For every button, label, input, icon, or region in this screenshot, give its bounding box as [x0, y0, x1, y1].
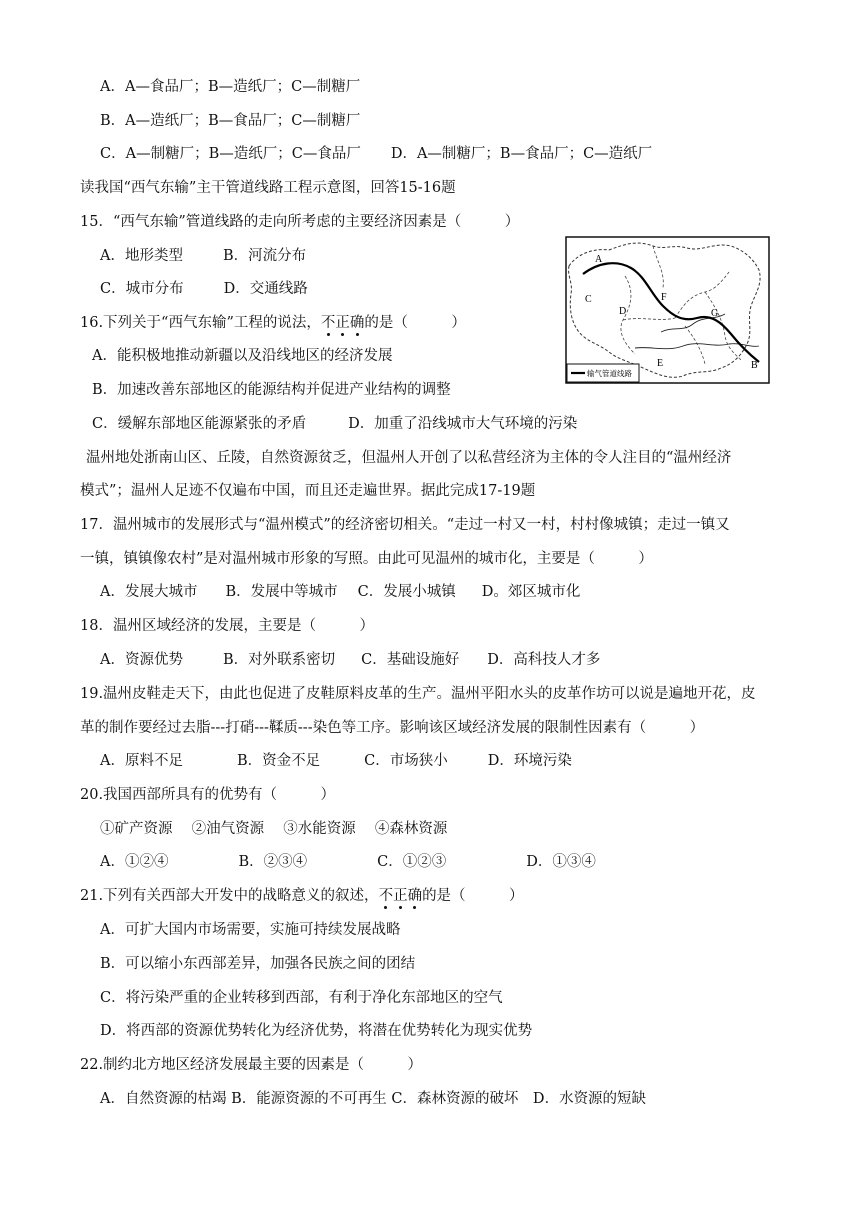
- q21-option-c: C．将污染严重的企业转移到西部，有利于净化东部地区的空气: [100, 990, 503, 1006]
- q17-option-c: C．发展小城镇: [357, 584, 456, 600]
- q16-option-d: D．加重了沿线城市大气环境的污染: [348, 416, 578, 432]
- q19-option-c: C．市场狭小: [364, 753, 448, 769]
- q15-options-cd: [100, 279, 308, 299]
- q18-option-b: B．对外联系密切: [222, 652, 336, 668]
- q17-option-a: A．发展大城市: [100, 584, 198, 600]
- question-17-line2: 一镇，镇镇像农村”是对温州城市形象的写照。由此可见温州的城市化，主要是（ ）: [80, 551, 653, 567]
- q15-options-ab: [100, 246, 306, 266]
- q20-items: ①矿产资源 ②油气资源 ③水能资源 ④森林资源: [100, 821, 448, 837]
- map-label-a: A: [595, 254, 603, 265]
- question-18: 18．温州区域经济的发展，主要是（ ）: [80, 618, 374, 634]
- q16-emphasis-3: 确: [349, 315, 365, 331]
- question-17-line1: 17．温州城市的发展形式与“温州模式”的经济密切相关。“走过一村又一村，村村像城镇；走过一镇又: [80, 517, 730, 533]
- q21-emphasis-2: 正: [393, 888, 408, 904]
- q18-options: [100, 650, 600, 670]
- map-label-f: F: [661, 292, 667, 303]
- q16-options-cd: [92, 414, 577, 434]
- q14-option-c: C．A—制糖厂；B—造纸厂；C—食品厂: [100, 146, 361, 162]
- intro-17-19-line2: 模式”；温州人足迹不仅遍布中国，而且还走遍世界。据此完成17-19题: [80, 483, 536, 499]
- q21-emphasis-3: 确: [407, 888, 423, 904]
- map-label-e: E: [657, 358, 664, 369]
- q21-emphasis-1: 不: [378, 888, 394, 904]
- question-19-line2: 革的制作要经过去脂---打硝---鞣质---染色等工序。影响该区域经济发展的限制性因素有（ ）: [80, 720, 705, 736]
- question-19-line1: 19.温州皮鞋走天下，由此也促进了皮鞋原料皮革的生产。温州平阳水头的皮革作坊可以说是遍地开花，皮: [80, 686, 756, 702]
- q19-option-b: B．资金不足: [236, 753, 321, 769]
- q17-option-d: D。郊区城市化: [481, 584, 581, 600]
- q17-options: [100, 582, 580, 602]
- q14-option-c-d: [100, 144, 652, 164]
- q16-emphasis-1: 不: [320, 315, 336, 331]
- map-label-c: C: [585, 294, 592, 305]
- q22-options: A．自然资源的枯竭 B．能源资源的不可再生 C．森林资源的破坏 D．水资源的短缺: [100, 1091, 647, 1107]
- q15-option-b: B．河流分布: [222, 248, 307, 264]
- question-16: [80, 313, 466, 333]
- q15-option-a: A．地形类型: [100, 248, 183, 264]
- map-label-d: D: [619, 306, 627, 317]
- q16-option-c: C．缓解东部地区能源紧张的矛盾: [92, 416, 307, 432]
- map-label-g: G: [711, 308, 719, 319]
- q16-option-a: A．能积极地推动新疆以及沿线地区的经济发展: [92, 348, 393, 364]
- q20-option-b: B．②③④: [238, 854, 308, 870]
- question-15: 15．“西气东输”管道线路的走向所考虑的主要经济因素是（ ）: [80, 214, 520, 230]
- q19-options: [100, 751, 572, 771]
- q19-option-d: D．环境污染: [487, 753, 572, 769]
- q14-option-d: D．A—制糖厂；B—食品厂；C—造纸厂: [390, 146, 653, 162]
- question-20: 20.我国西部所具有的优势有（ ）: [80, 787, 336, 803]
- legend-text: 输气管道线路: [587, 369, 632, 378]
- q20-option-a: A．①②④: [100, 854, 169, 870]
- intro-15-16: 读我国“西气东输”主干管道线路工程示意图，回答15-16题: [80, 180, 456, 196]
- q16-text-end: 的是（ ）: [364, 315, 466, 331]
- intro-17-19-line1: 温州地处浙南山区、丘陵，自然资源贫乏，但温州人开创了以私营经济为主体的令人注目的“温州经济: [86, 450, 732, 466]
- q18-option-d: D．高科技人才多: [487, 652, 601, 668]
- q21-text: 21.下列有关西部大开发中的战略意义的叙述，: [80, 888, 379, 904]
- q18-option-a: A．资源优势: [100, 652, 183, 668]
- q19-option-a: A．原料不足: [100, 753, 183, 769]
- q16-text: 16.下列关于“西气东输”工程的说法，: [80, 315, 321, 331]
- q21-option-d: D．将西部的资源优势转化为经济优势，将潜在优势转化为现实优势: [100, 1023, 533, 1039]
- q20-option-c: C．①②③: [377, 854, 447, 870]
- q20-options: [100, 852, 596, 872]
- q14-option-a: A．A—食品厂；B—造纸厂；C—制糖厂: [100, 79, 361, 95]
- q17-option-b: B．发展中等城市: [225, 584, 338, 600]
- q21-text-end: 的是（ ）: [422, 888, 524, 904]
- q18-option-c: C．基础设施好: [361, 652, 460, 668]
- q21-option-b: B．可以缩小东西部差异，加强各民族之间的团结: [100, 956, 416, 972]
- q16-emphasis-2: 正: [335, 315, 350, 331]
- west-east-gas-pipeline-map: [565, 236, 770, 384]
- q14-option-b: B．A—造纸厂；B—食品厂；C—制糖厂: [100, 113, 361, 129]
- q20-option-d: D．①③④: [526, 854, 596, 870]
- question-22: 22.制约北方地区经济发展最主要的因素是（ ）: [80, 1057, 423, 1073]
- q21-option-a: A．可扩大国内市场需要，实施可持续发展战略: [100, 922, 401, 938]
- q16-option-b: B．加速改善东部地区的能源结构并促进产业结构的调整: [92, 382, 451, 398]
- q15-option-d: D．交通线路: [223, 281, 308, 297]
- q15-option-c: C．城市分布: [100, 281, 184, 297]
- question-21: [80, 886, 524, 906]
- map-label-b: B: [751, 360, 758, 371]
